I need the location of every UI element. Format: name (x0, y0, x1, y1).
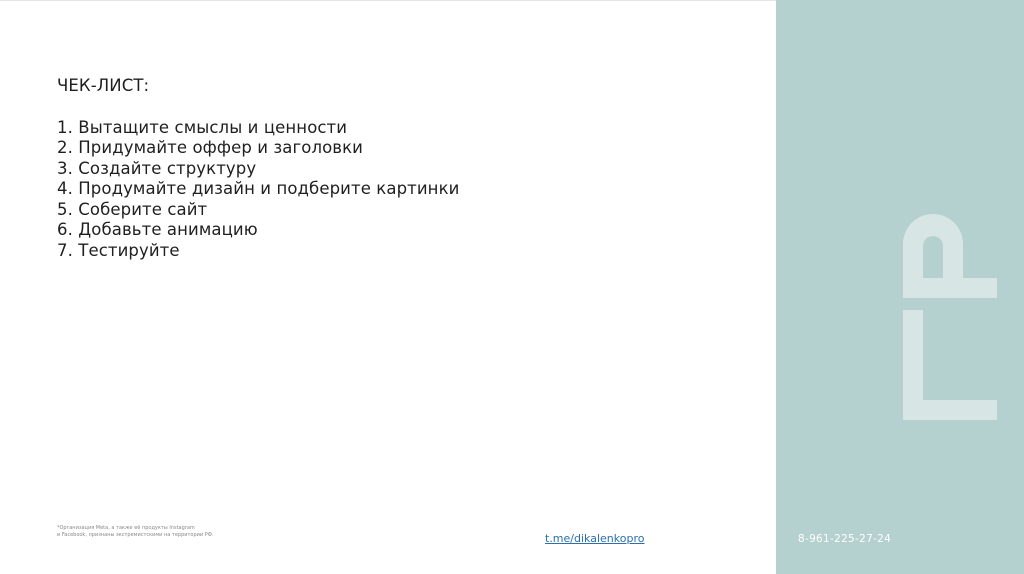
checklist-item: 7. Тестируйте (57, 240, 180, 260)
checklist-item: 5. Соберите сайт (57, 199, 208, 219)
logo-l-bar (903, 400, 997, 420)
checklist-items (57, 118, 757, 262)
checklist-item: 3. Создайте структуру (57, 158, 257, 178)
telegram-link[interactable]: t.me/dikalenkopro (545, 532, 645, 545)
checklist-item: 6. Добавьте анимацию (57, 220, 258, 239)
meta-disclaimer (57, 525, 287, 539)
checklist-heading: ЧЕК-ЛИСТ: (57, 76, 150, 95)
checklist-item: 2. Придумайте оффер и заголовки (57, 138, 364, 157)
logo-p-shape (903, 214, 997, 298)
checklist-item: 4. Продумайте дизайн и подберите картинки (57, 179, 460, 198)
checklist (57, 76, 757, 261)
disclaimer-line: и Facebook, признаны экстремистскими на территории РФ. (57, 532, 214, 538)
lp-logo-mark (900, 214, 1000, 424)
disclaimer-line: *Организация Meta, а также её продукты Instagram (57, 525, 195, 531)
checklist-item: 1. Вытащите смыслы и ценности (57, 117, 348, 137)
phone-number: 8-961-225-27-24 (798, 533, 892, 545)
top-divider (0, 0, 776, 1)
